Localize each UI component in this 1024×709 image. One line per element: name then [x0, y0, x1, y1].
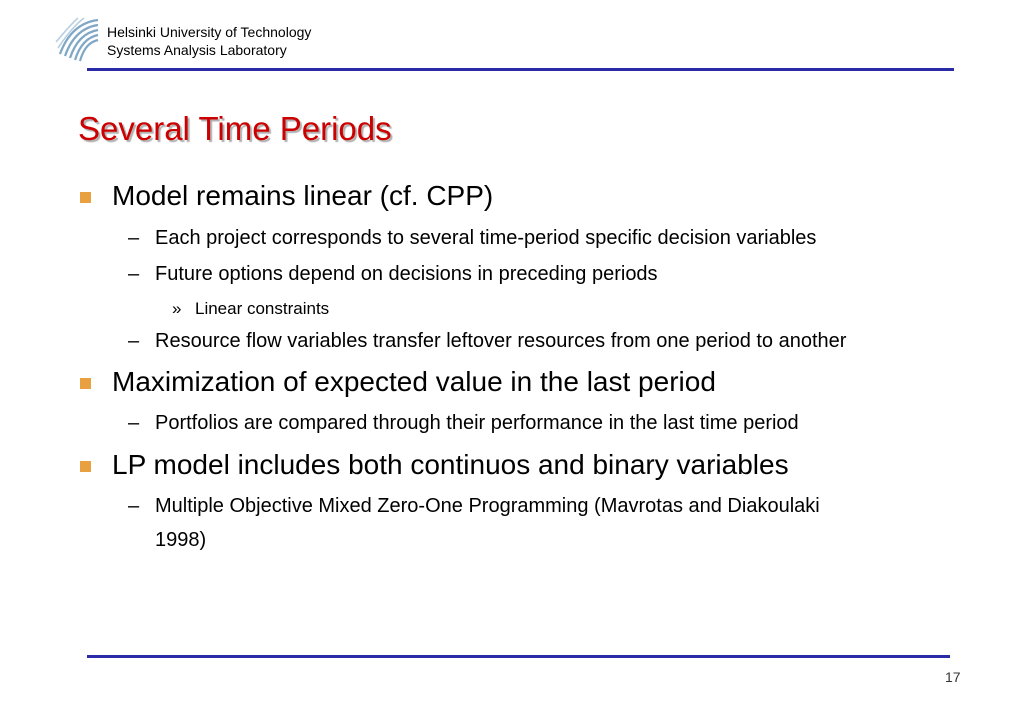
top-divider — [87, 68, 954, 71]
sub-bullet-item: Portfolios are compared through their performance in the last time period — [155, 412, 799, 434]
bullet-square-icon — [80, 378, 91, 389]
sub-sub-bullet-item: Linear constraints — [195, 299, 330, 318]
bottom-divider — [87, 655, 950, 658]
sub-bullet-item: Multiple Objective Mixed Zero-One Programming (Mavrotas and Diakoulaki — [155, 495, 820, 517]
sub-bullet-item: Each project corresponds to several time-period specific decision variables — [155, 227, 817, 249]
bullet-square-icon — [80, 192, 91, 203]
dash-marker: – — [128, 412, 140, 434]
dash-marker: – — [128, 227, 140, 249]
university-logo-icon — [54, 16, 102, 62]
dash-marker: – — [128, 263, 140, 285]
sub-bullet-item: Future options depend on decisions in preceding periods — [155, 263, 658, 285]
bullet-item: Maximization of expected value in the last period — [112, 366, 716, 397]
slide-title: Several Time Periods — [78, 110, 392, 147]
sub-bullet-item: Resource flow variables transfer leftover resources from one period to another — [155, 330, 847, 352]
bullet-item: LP model includes both continuos and binary variables — [112, 449, 789, 480]
lab-name: Systems Analysis Laboratory — [107, 42, 287, 58]
org-name: Helsinki University of Technology — [107, 24, 312, 40]
organization-header — [107, 23, 311, 59]
dash-marker: – — [128, 330, 140, 352]
dash-marker: – — [128, 495, 140, 517]
raquo-marker: » — [172, 299, 182, 318]
bullet-square-icon — [80, 461, 91, 472]
sub-bullet-item-continuation: 1998) — [155, 529, 207, 551]
page-number: 17 — [945, 669, 961, 685]
bullet-item: Model remains linear (cf. CPP) — [112, 180, 494, 211]
